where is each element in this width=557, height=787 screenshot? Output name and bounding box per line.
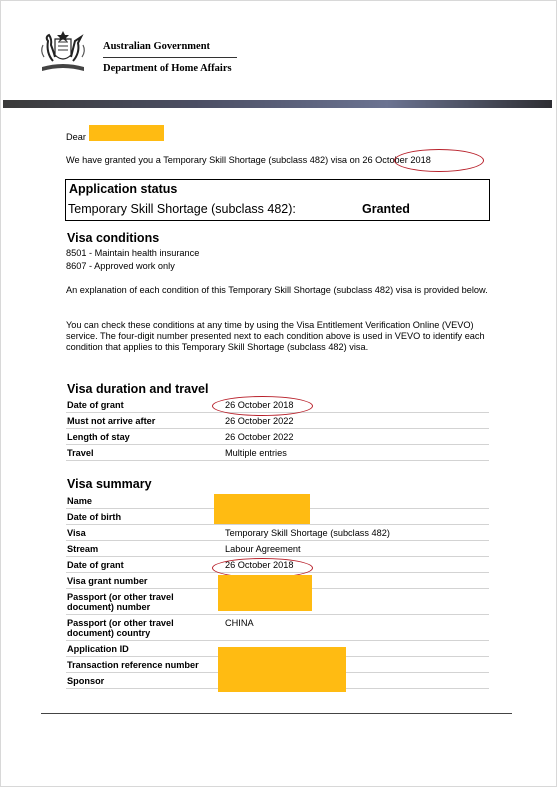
- visa-summary-heading: Visa summary: [67, 477, 152, 491]
- redaction-grant-passport: [218, 575, 312, 611]
- application-status-visa: Temporary Skill Shortage (subclass 482):: [68, 202, 296, 216]
- greeting: Dear: [66, 132, 86, 142]
- row-value: Multiple entries: [224, 445, 489, 461]
- row-label: Date of grant: [66, 557, 224, 573]
- row-label: Passport (or other travel document) country: [66, 615, 224, 641]
- row-label: Travel: [66, 445, 224, 461]
- row-value: 26 October 2022: [224, 429, 489, 445]
- redaction-application-sponsor: [218, 647, 346, 692]
- table-row: [66, 615, 489, 641]
- table-row: [66, 429, 489, 445]
- row-label: Date of birth: [66, 509, 224, 525]
- application-status-value: Granted: [362, 202, 410, 216]
- row-value: Labour Agreement: [224, 541, 489, 557]
- vevo-paragraph: You can check these conditions at any time by using the Visa Entitlement Verification Online (VEVO) service. The four-digit number presented next to each condition above is used in VEVO to identify each condition that applies to this Temporary Skill Shortage (subclass 482) visa.: [66, 320, 485, 352]
- row-label: Transaction reference number: [66, 657, 224, 673]
- row-value: 26 October 2018: [224, 557, 489, 573]
- condition-8501: 8501 - Maintain health insurance: [66, 248, 200, 258]
- application-status-title: Application status: [69, 182, 178, 196]
- grant-statement: [66, 155, 431, 166]
- row-label: Name: [66, 493, 224, 509]
- condition-8607: 8607 - Approved work only: [66, 261, 175, 271]
- highlight-oval-duration-date: [212, 396, 313, 416]
- government-name: Australian Government: [103, 41, 211, 52]
- redaction-recipient-name: [89, 125, 164, 141]
- row-value: 26 October 2022: [224, 413, 489, 429]
- header-band: [3, 100, 552, 108]
- table-row: [66, 445, 489, 461]
- grant-date: 26 October 2018: [362, 155, 431, 165]
- row-label: Must not arrive after: [66, 413, 224, 429]
- redaction-name-dob: [214, 494, 310, 524]
- row-label: Stream: [66, 541, 224, 557]
- conditions-explanation: An explanation of each condition of this Temporary Skill Shortage (subclass 482) visa is provided below.: [66, 285, 488, 295]
- row-label: Date of grant: [66, 397, 224, 413]
- row-label: Passport (or other travel document) number: [66, 589, 224, 615]
- row-label: Visa: [66, 525, 224, 541]
- visa-duration-heading: Visa duration and travel: [67, 382, 209, 396]
- table-row: [66, 541, 489, 557]
- visa-conditions-heading: Visa conditions: [67, 231, 160, 245]
- row-label: Application ID: [66, 641, 224, 657]
- row-label: Length of stay: [66, 429, 224, 445]
- row-value: 26 October 2018: [224, 397, 489, 413]
- row-label: Sponsor: [66, 673, 224, 689]
- application-status-box: [65, 179, 490, 221]
- row-value: CHINA: [224, 615, 489, 641]
- row-label: Visa grant number: [66, 573, 224, 589]
- row-value: Temporary Skill Shortage (subclass 482): [224, 525, 489, 541]
- highlight-oval-intro-date: [394, 149, 484, 172]
- footer-divider: [41, 713, 512, 714]
- department-name: Department of Home Affairs: [103, 63, 232, 74]
- grant-statement-text: We have granted you a Temporary Skill Shortage (subclass 482) visa on: [66, 155, 363, 165]
- table-row: [66, 525, 489, 541]
- header-divider: [103, 57, 237, 58]
- coat-of-arms-logo: [36, 27, 90, 73]
